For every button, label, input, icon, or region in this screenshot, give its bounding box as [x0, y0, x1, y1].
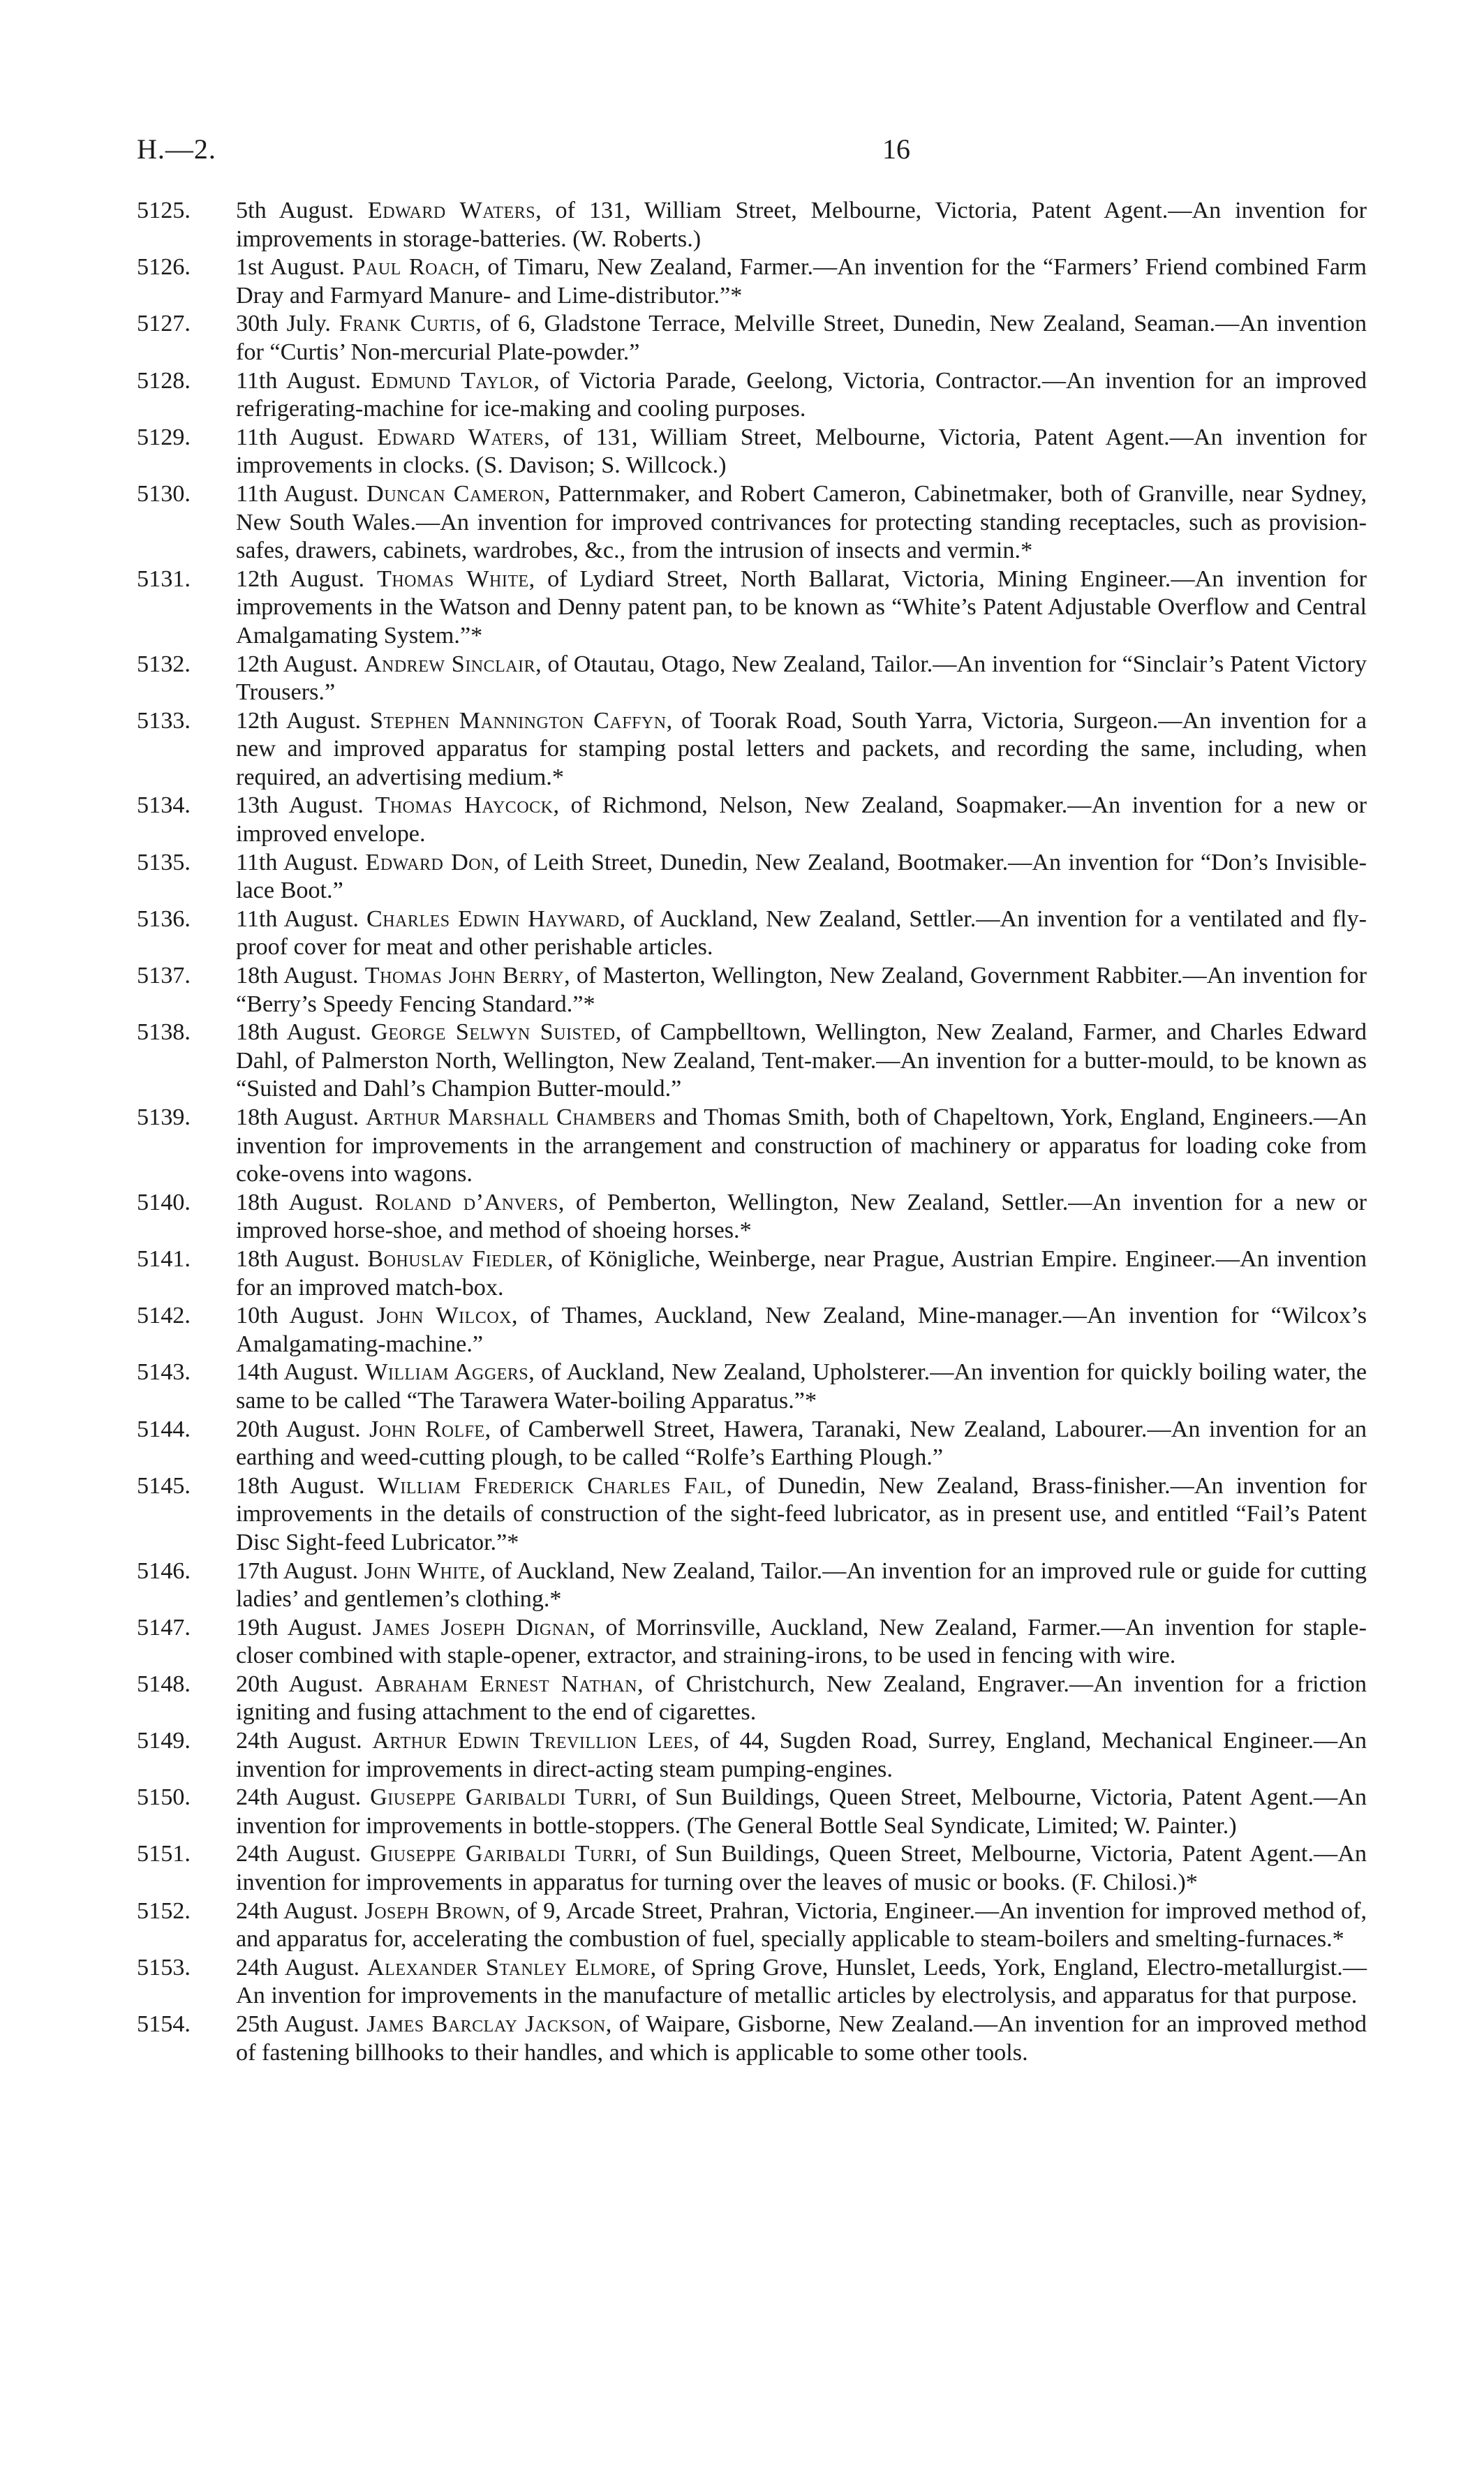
entry-number: 5126.: [137, 254, 191, 281]
applicant-name: John White: [364, 1557, 480, 1584]
applicant-name: Bohuslav Fiedler: [367, 1245, 548, 1272]
entry-number: 5152.: [137, 1897, 191, 1924]
entry-date: 11th August.: [236, 905, 359, 932]
entry-date: 18th August.: [236, 1019, 362, 1046]
entry-description: , of Timaru, New Zealand, Farmer.—An invention for the “Farmers’ Friend combined Farm Dray and Farmyard Manure- and Lime-distributor.”*: [236, 254, 1367, 309]
entry-description: , of Auckland, New Zealand, Tailor.—An invention for an improved rule or guide for cutting ladies’ and gentlemen’s clothing.*: [236, 1557, 1367, 1613]
patent-entry: [137, 1784, 1367, 1840]
entry-date: 18th August.: [236, 1245, 360, 1272]
entry-description: , of Pemberton, Wellington, New Zealand, Settler.—An invention for a new or improved horse-shoe, and method of shoeing horses.*: [236, 1189, 1367, 1244]
entry-number: 5129.: [137, 424, 191, 450]
page-number: 16: [882, 133, 910, 165]
entry-description: , of Otautau, Otago, New Zealand, Tailor.—An invention for “Sinclair’s Patent Victory Trousers.”: [236, 651, 1367, 706]
applicant-name: Thomas Haycock: [375, 792, 554, 819]
entry-number: 5128.: [137, 367, 191, 394]
patent-entry: [137, 707, 1367, 792]
patent-entry: [137, 1104, 1367, 1189]
entry-description: , of Masterton, Wellington, New Zealand, Government Rabbiter.—An invention for “Berry’s Speedy Fencing Standard.”*: [236, 963, 1367, 1017]
patent-entry: [137, 1189, 1367, 1245]
entry-description: , of Auckland, New Zealand, Settler.—An invention for a ventilated and fly-proof cover for meat and other perishable articles.: [236, 905, 1367, 961]
entry-number: 5141.: [137, 1245, 191, 1272]
entry-description: , of 6, Gladstone Terrace, Melville Street, Dunedin, New Zealand, Seaman.—An invention for “Curtis’ Non-mercurial Plate-powder.”: [236, 311, 1367, 365]
entry-date: 13th August.: [236, 792, 364, 819]
entry-date: 12th August.: [236, 651, 359, 677]
entry-date: 11th August.: [236, 367, 362, 394]
applicant-name: Giuseppe Garibaldi Turri: [370, 1841, 632, 1867]
entry-description: , of Königliche, Weinberge, near Prague, Austrian Empire. Engineer.—An invention for an improved match-box.: [236, 1245, 1367, 1301]
patent-entry: [137, 424, 1367, 480]
patent-entry: [137, 480, 1367, 565]
patent-entry: [137, 1557, 1367, 1614]
entry-date: 20th August.: [236, 1416, 361, 1442]
patent-entry: [137, 1954, 1367, 2011]
applicant-name: William Aggers: [365, 1359, 529, 1386]
applicant-name: James Joseph Dignan: [372, 1614, 590, 1641]
patent-entry: [137, 1614, 1367, 1671]
applicant-name: George Selwyn Suisted: [371, 1019, 616, 1046]
entry-description: , of 44, Sugden Road, Surrey, England, Mechanical Engineer.—An invention for improvements in direct-acting steam pumping-engines.: [236, 1728, 1367, 1782]
entry-number: 5134.: [137, 792, 191, 819]
patent-entry: [137, 253, 1367, 310]
entry-date: 18th August.: [236, 1472, 365, 1499]
entry-date: 25th August.: [236, 2011, 359, 2037]
entry-date: 14th August.: [236, 1359, 359, 1386]
entry-date: 12th August.: [236, 707, 362, 734]
applicant-name: Arthur Marshall Chambers: [365, 1104, 656, 1130]
applicant-name: James Barclay Jackson: [366, 2011, 606, 2037]
entry-description: , of Christchurch, New Zealand, Engraver.—An invention for a friction igniting and fusing attachment to the end of cigarettes.: [236, 1671, 1367, 1726]
applicant-name: John Wilcox: [376, 1303, 512, 1329]
entry-number: 5150.: [137, 1784, 191, 1811]
patent-entry: [137, 792, 1367, 848]
applicant-name: Alexander Stanley Elmore: [366, 1954, 651, 1981]
entry-number: 5137.: [137, 963, 191, 989]
entry-date: 10th August.: [236, 1303, 364, 1329]
entry-number: 5131.: [137, 565, 191, 592]
applicant-name: Thomas John Berry: [364, 963, 565, 989]
applicant-name: Abraham Ernest Nathan: [374, 1671, 637, 1697]
entry-description: , of Campbelltown, Wellington, New Zealand, Farmer, and Charles Edward Dahl, of Palmerston North, Wellington, New Zealand, Tent-maker.—An invention for a butter-mould, to be known as “Suisted and Dahl’s Champion Butter-mould.”: [236, 1019, 1367, 1102]
entry-number: 5144.: [137, 1416, 191, 1442]
entry-date: 11th August.: [236, 849, 359, 875]
entry-description: , of Sun Buildings, Queen Street, Melbourne, Victoria, Patent Agent.—An invention for improvements in apparatus for turning over the leaves of music or books. (F. Chilosi.)*: [236, 1841, 1367, 1896]
entry-date: 24th August.: [236, 1784, 362, 1811]
entry-number: 5151.: [137, 1841, 191, 1867]
patent-entries-list: [137, 197, 1367, 2067]
entry-number: 5127.: [137, 311, 191, 337]
entry-date: 24th August.: [236, 1954, 360, 1981]
patent-entry: [137, 1840, 1367, 1897]
entry-date: 12th August.: [236, 565, 365, 592]
patent-entry: [137, 367, 1367, 424]
entry-number: 5140.: [137, 1189, 191, 1215]
patent-entry: [137, 197, 1367, 253]
patent-entry: [137, 1416, 1367, 1472]
entry-description: , of Lydiard Street, North Ballarat, Victoria, Mining Engineer.—An invention for improvements in the Watson and Denny patent pan, to be known as “White’s Patent Adjustable Overflow and Central Amalgamating System.”*: [236, 565, 1367, 649]
entry-description: , of Auckland, New Zealand, Upholsterer.—An invention for quickly boiling water, the same to be called “The Tarawera Water-boiling Apparatus.”*: [236, 1359, 1367, 1414]
entry-number: 5154.: [137, 2011, 191, 2037]
entry-date: 18th August.: [236, 1104, 359, 1130]
entry-number: 5135.: [137, 849, 191, 875]
patent-entry: [137, 1245, 1367, 1302]
entry-number: 5149.: [137, 1728, 191, 1754]
applicant-name: Arthur Edwin Trevillion Lees: [372, 1728, 694, 1754]
entry-number: 5125.: [137, 198, 191, 223]
applicant-name: Edward Waters: [367, 198, 536, 223]
applicant-name: Joseph Brown: [364, 1897, 505, 1924]
patent-entry: [137, 905, 1367, 962]
entry-date: 30th July.: [236, 311, 331, 337]
entry-description: , of Leith Street, Dunedin, New Zealand, Bootmaker.—An invention for “Don’s Invisible-lace Boot.”: [236, 849, 1367, 904]
patent-entry: [137, 310, 1367, 367]
entry-description: , of 9, Arcade Street, Prahran, Victoria, Engineer.—An invention for improved method of, and apparatus for, accelerating the combustion of fuel, specially applicable to steam-boilers and smelting-furnaces.*: [236, 1897, 1367, 1953]
page-header: [137, 133, 1365, 175]
patent-entry: [137, 1302, 1367, 1359]
entry-date: 24th August.: [236, 1841, 362, 1867]
entry-date: 24th August.: [236, 1728, 362, 1754]
applicant-name: Edmund Taylor: [371, 367, 534, 394]
entry-number: 5145.: [137, 1472, 191, 1499]
entry-number: 5148.: [137, 1671, 191, 1697]
entry-description: , of Victoria Parade, Geelong, Victoria, Contractor.—An invention for an improved refrigerating-machine for ice-making and cooling purposes.: [236, 367, 1367, 422]
applicant-name: Duncan Cameron: [366, 480, 544, 507]
entry-number: 5139.: [137, 1104, 191, 1130]
patent-entry: [137, 1727, 1367, 1784]
applicant-name: Andrew Sinclair: [364, 651, 536, 677]
entry-description: , of Dunedin, New Zealand, Brass-finisher.—An invention for improvements in the details of construction of the sight-feed lubricator, as in present use, and entitled “Fail’s Patent Disc Sight-feed Lubricator.”*: [236, 1472, 1367, 1555]
applicant-name: William Frederick Charles Fail: [377, 1472, 727, 1499]
entry-description: and Thomas Smith, both of Chapeltown, York, England, Engineers.—An invention for improvements in the arrangement and construction of machinery or apparatus for loading coke from coke-ovens into wagons.: [236, 1104, 1367, 1187]
entry-number: 5153.: [137, 1954, 191, 1981]
patent-entry: [137, 1019, 1367, 1104]
patent-entry: [137, 1897, 1367, 1954]
patent-entry: [137, 1359, 1367, 1415]
patent-entry: [137, 849, 1367, 905]
patent-entry: [137, 565, 1367, 651]
entry-number: 5147.: [137, 1614, 191, 1641]
entry-number: 5138.: [137, 1019, 191, 1046]
patent-entry: [137, 962, 1367, 1019]
applicant-name: Edward Waters: [377, 424, 544, 450]
entry-date: 5th August.: [236, 198, 354, 223]
patent-entry: [137, 651, 1367, 707]
patent-entry: [137, 1671, 1367, 1727]
entry-date: 19th August.: [236, 1614, 362, 1641]
applicant-name: Stephen Mannington Caffyn: [369, 707, 667, 734]
entry-date: 18th August.: [236, 963, 359, 989]
entry-number: 5146.: [137, 1557, 191, 1584]
entry-description: , of Richmond, Nelson, New Zealand, Soapmaker.—An invention for a new or improved envelope.: [236, 792, 1367, 847]
patent-entry: [137, 2011, 1367, 2067]
entry-date: 11th August.: [236, 424, 364, 450]
entry-number: 5142.: [137, 1303, 191, 1329]
entry-description: , of Camberwell Street, Hawera, Taranaki, New Zealand, Labourer.—An invention for an earthing and weed-cutting plough, to be called “Rolfe’s Earthing Plough.”: [236, 1416, 1367, 1471]
applicant-name: Paul Roach: [352, 254, 475, 281]
entry-number: 5136.: [137, 905, 191, 932]
entry-date: 11th August.: [236, 480, 359, 507]
applicant-name: Roland d’Anvers: [375, 1189, 558, 1215]
applicant-name: Thomas White: [376, 565, 529, 592]
entry-date: 18th August.: [236, 1189, 364, 1215]
entry-number: 5130.: [137, 480, 191, 507]
entry-number: 5133.: [137, 707, 191, 734]
entry-number: 5132.: [137, 651, 191, 677]
applicant-name: Giuseppe Garibaldi Turri: [370, 1784, 632, 1811]
document-reference: H.—2.: [137, 133, 216, 165]
applicant-name: Frank Curtis: [339, 311, 476, 337]
applicant-name: Edward Don: [365, 849, 494, 875]
entry-date: 17th August.: [236, 1557, 359, 1584]
entry-description: , of Sun Buildings, Queen Street, Melbourne, Victoria, Patent Agent.—An invention for improvements in bottle-stoppers. (The General Bottle Seal Syndicate, Limited; W. Painter.): [236, 1784, 1367, 1839]
patent-entry: [137, 1472, 1367, 1557]
entry-date: 24th August.: [236, 1897, 359, 1924]
entry-description: , of Morrinsville, Auckland, New Zealand, Farmer.—An invention for staple-closer combined with staple-opener, extractor, and straining-irons, to be used in fencing with wire.: [236, 1614, 1367, 1669]
entry-description: , of 131, William Street, Melbourne, Victoria, Patent Agent.—An invention for improvements in clocks. (S. Davison; S. Willcock.): [236, 424, 1367, 479]
applicant-name: Charles Edwin Hayward: [366, 905, 620, 932]
entry-date: 20th August.: [236, 1671, 364, 1697]
entry-description: , Patternmaker, and Robert Cameron, Cabinetmaker, both of Granville, near Sydney, New South Wales.—An invention for improved contrivances for protecting standing receptacles, such as provision-safes, drawers, cabinets, wardrobes, &c., from the intrusion of insects and vermin.*: [236, 480, 1367, 564]
entry-description: , of Thames, Auckland, New Zealand, Mine-manager.—An invention for “Wilcox’s Amalgamating-machine.”: [236, 1303, 1367, 1357]
applicant-name: John Rolfe: [369, 1416, 485, 1442]
entry-number: 5143.: [137, 1359, 191, 1386]
entry-description: , of Spring Grove, Hunslet, Leeds, York, England, Electro-metallurgist.—An invention for improvements in the manufacture of metallic articles by electrolysis, and apparatus for that purpose.: [236, 1954, 1367, 2009]
entry-description: , of Waipare, Gisborne, New Zealand.—An invention for an improved method of fastening billhooks to their handles, and which is applicable to some other tools.: [236, 2011, 1367, 2066]
entry-description: , of Toorak Road, South Yarra, Victoria, Surgeon.—An invention for a new and improved apparatus for stamping postal letters and packets, and recording the same, including, when required, an advertising medium.*: [236, 707, 1367, 790]
entry-date: 1st August.: [236, 254, 345, 281]
entry-description: , of 131, William Street, Melbourne, Victoria, Patent Agent.—An invention for improvements in storage-batteries. (W. Roberts.): [236, 198, 1367, 252]
